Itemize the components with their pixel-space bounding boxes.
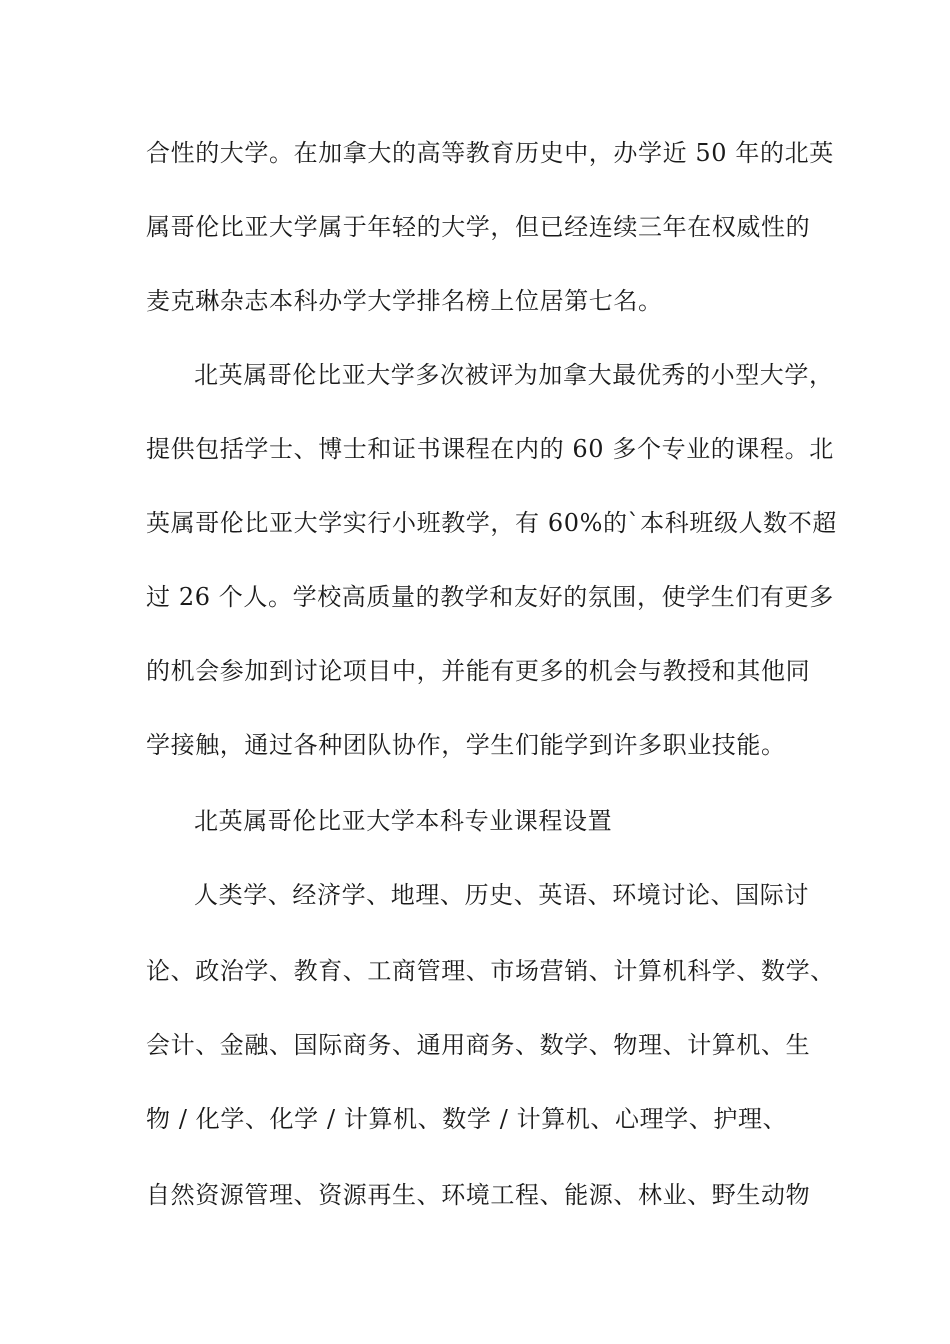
paragraph-line: 北英属哥伦比亚大学多次被评为加拿大最优秀的小型大学， (194, 361, 834, 389)
paragraph-line: 英属哥伦比亚大学实行小班教学，有 60%的`本科班级人数不超 (146, 509, 837, 537)
paragraph-line: 属哥伦比亚大学属于年轻的大学，但已经连续三年在权威性的 (146, 213, 811, 241)
paragraph-line: 提供包括学士、博士和证书课程在内的 60 多个专业的课程。北 (146, 435, 834, 463)
paragraph-line: 会计、金融、国际商务、通用商务、数学、物理、计算机、生 (146, 1031, 811, 1059)
paragraph-line: 人类学、经济学、地理、历史、英语、环境讨论、国际讨 (194, 881, 809, 909)
paragraph-line: 的机会参加到讨论项目中，并能有更多的机会与教授和其他同 (146, 657, 811, 685)
paragraph-line: 合性的大学。在加拿大的高等教育历史中，办学近 50 年的北英 (146, 139, 834, 167)
section-heading: 北英属哥伦比亚大学本科专业课程设置 (194, 807, 613, 835)
paragraph-line: 麦克琳杂志本科办学大学排名榜上位居第七名。 (146, 287, 663, 315)
paragraph-line: 自然资源管理、资源再生、环境工程、能源、林业、野生动物 (146, 1181, 811, 1209)
paragraph-line: 物 / 化学、化学 / 计算机、数学 / 计算机、心理学、护理、 (146, 1105, 788, 1133)
paragraph-line: 论、政治学、教育、工商管理、市场营销、计算机科学、数学、 (146, 957, 835, 985)
paragraph-line: 学接触，通过各种团队协作，学生们能学到许多职业技能。 (146, 731, 786, 759)
paragraph-line: 过 26 个人。学校高质量的教学和友好的氛围，使学生们有更多 (146, 583, 834, 611)
